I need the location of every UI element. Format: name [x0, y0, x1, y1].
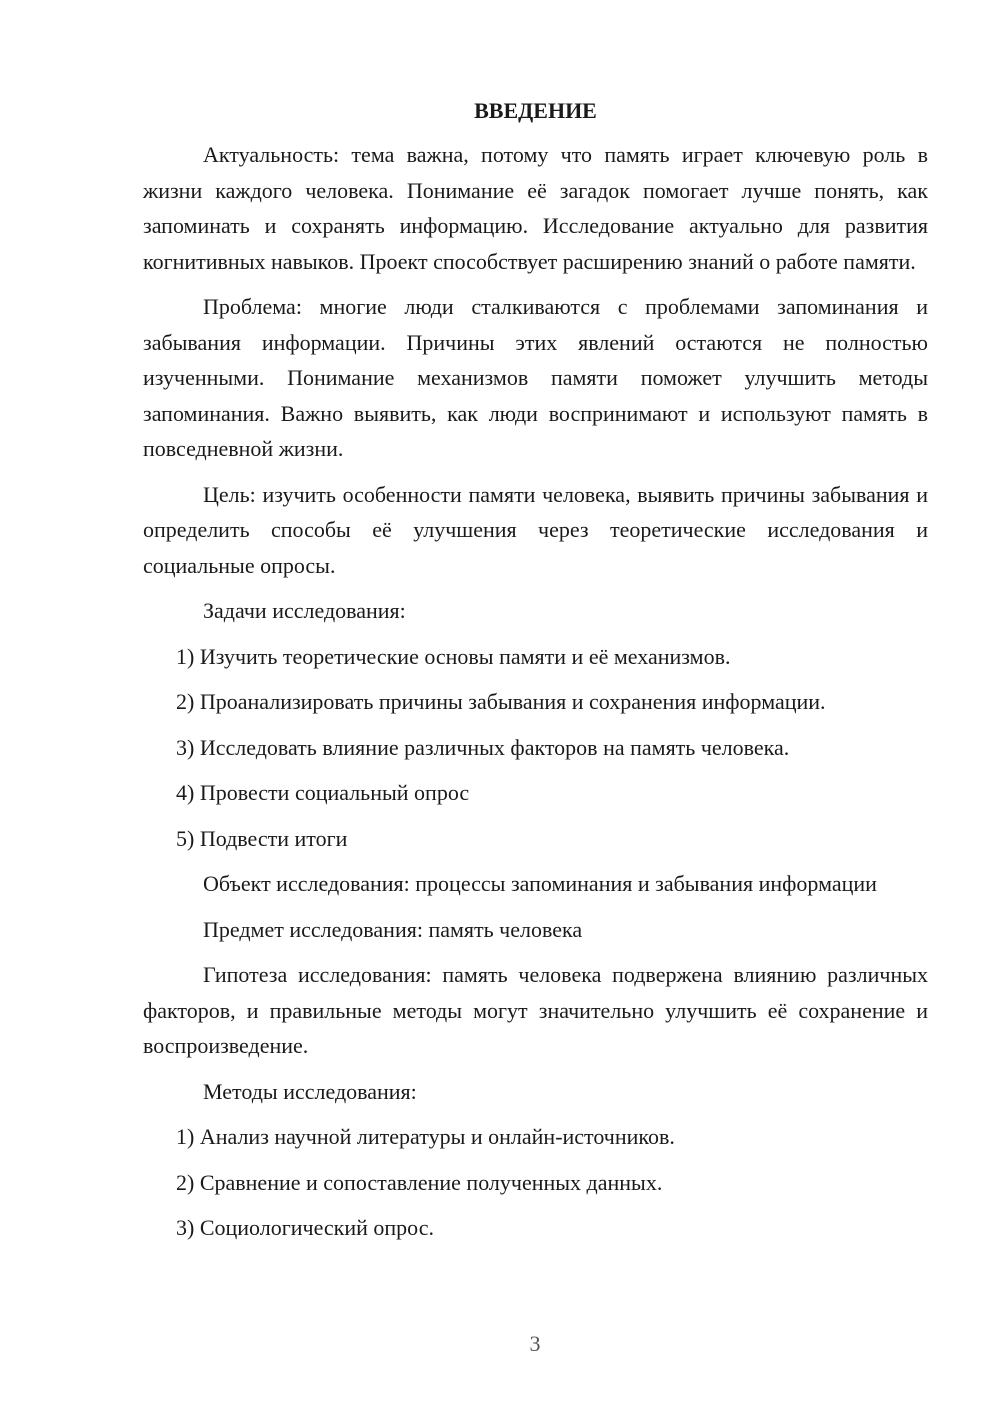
- list-item: 1) Анализ научной литературы и онлайн-источников.: [176, 1124, 675, 1149]
- object-paragraph: Объект исследования: процессы запоминания и забывания информации: [203, 871, 877, 896]
- problem-paragraph: Проблема: многие люди сталкиваются с проблемами запоминания и забывания информации. Причины этих явлений остаются не полностью изученными. Понимание механизмов памяти поможет улучшить методы запоминания. Важно выявить, как люди воспринимают и используют память в повседневной жизни.: [143, 294, 928, 461]
- methods-list: [143, 1119, 928, 1246]
- list-item: 4) Провести социальный опрос: [176, 780, 470, 805]
- list-item: 2) Сравнение и сопоставление полученных данных.: [176, 1169, 663, 1195]
- subject-paragraph: Предмет исследования: память человека: [203, 916, 583, 942]
- document-page: [143, 95, 928, 1256]
- hypothesis-paragraph: Гипотеза исследования: память человека подвержена влиянию различных факторов, и правильные методы могут значительно улучшить её сохранение и воспроизведение.: [143, 962, 928, 1058]
- goal-paragraph: Цель: изучить особенности памяти человека, выявить причины забывания и определить способы её улучшения через теоретические исследования и социальные опросы.: [143, 481, 928, 578]
- list-item: 2) Проанализировать причины забывания и сохранения информации.: [176, 689, 826, 714]
- page-title: ВВЕДЕНИЕ: [474, 98, 597, 123]
- tasks-title: Задачи исследования:: [203, 598, 406, 623]
- page-number: 3: [529, 1331, 541, 1356]
- list-item: 3) Социологический опрос.: [176, 1215, 434, 1240]
- tasks-list: [143, 639, 928, 857]
- methods-title: Методы исследования:: [203, 1078, 417, 1104]
- relevance-paragraph: Актуальность: тема важна, потому что память играет ключевую роль в жизни каждого человека. Понимание её загадок помогает лучше понять, как запоминать и сохранять информацию. Исследование актуально для развития когнитивных навыков. Проект способствует расширению знаний о работе памяти.: [143, 142, 928, 274]
- list-item: 3) Исследовать влияние различных факторов на память человека.: [176, 734, 790, 760]
- list-item: 1) Изучить теоретические основы памяти и её механизмов.: [176, 643, 731, 669]
- list-item: 5) Подвести итоги: [176, 825, 348, 851]
